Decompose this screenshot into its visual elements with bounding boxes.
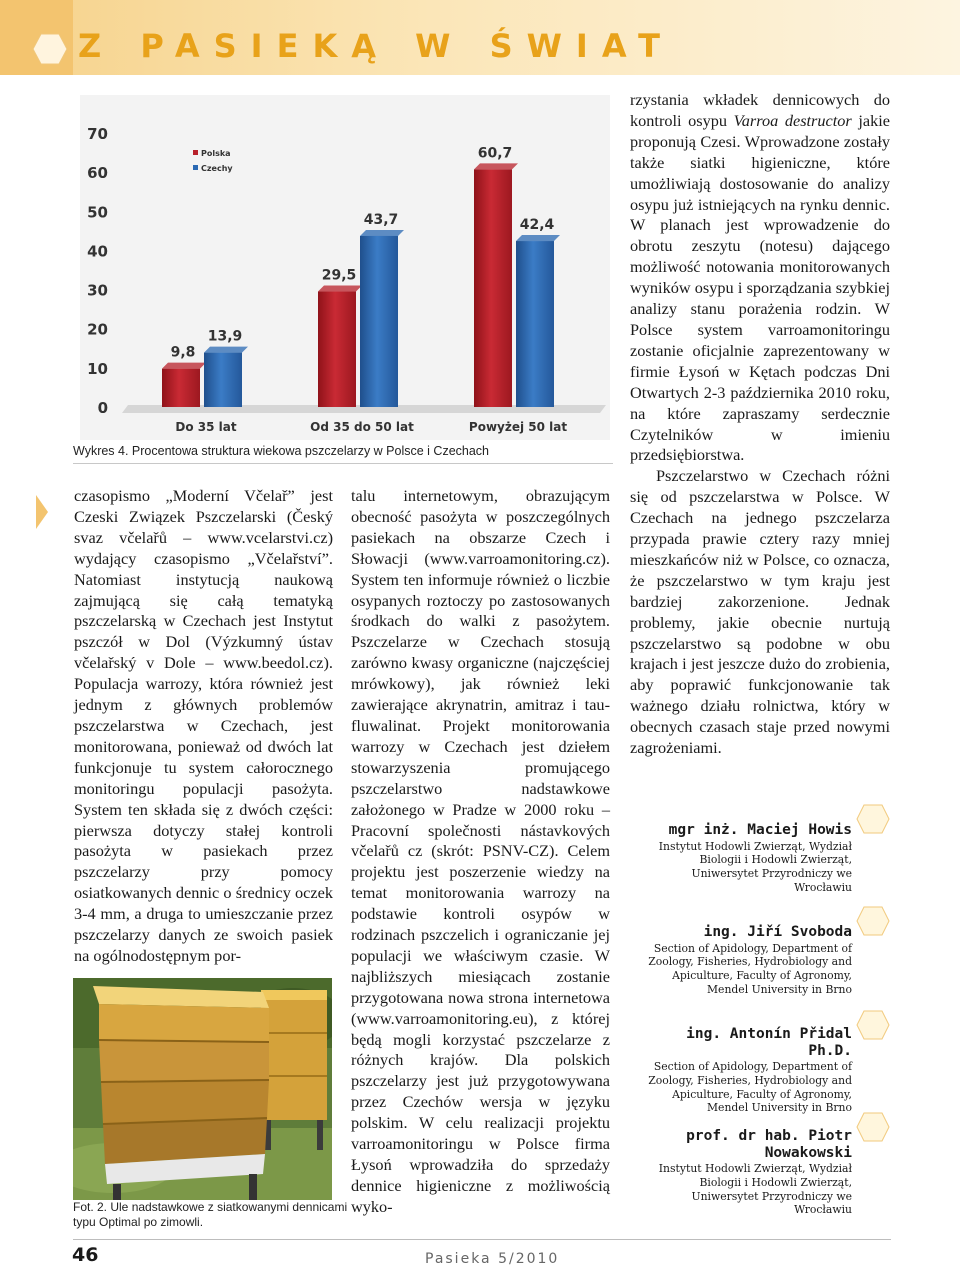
data-label: 42,4 (519, 217, 555, 234)
beehives-image (73, 978, 332, 1200)
bar-polska (162, 369, 200, 407)
article-column-2 (351, 486, 610, 1218)
data-label: 60,7 (477, 145, 513, 162)
author-name: prof. dr hab. Piotr Nowakowski (686, 1128, 852, 1161)
author-affiliation: Section of Apidology, Department of Zoology, Fisheries, Hydrobiology and Apiculture, Faculty of Agronomy, Mendel University in Brno (648, 1060, 852, 1115)
article-paragraph (630, 90, 890, 466)
hexagon-icon (856, 1112, 890, 1142)
page-number: 46 (72, 1244, 99, 1266)
bar-top-polska (162, 363, 206, 369)
bar-polska (474, 169, 512, 407)
x-tick-label: Od 35 do 50 lat (310, 420, 414, 434)
article-column-3 (630, 90, 890, 759)
bar-top-polska (318, 286, 362, 292)
bar-top-czechy (204, 347, 248, 353)
bar-czechy (516, 241, 554, 407)
arrow-marker-icon (35, 494, 49, 530)
bar-top-polska (474, 163, 518, 169)
bar-top-czechy (360, 230, 404, 236)
hexagon-icon (856, 1010, 890, 1040)
data-label: 9,8 (170, 344, 196, 361)
hexagon-icon (856, 804, 890, 834)
legend-swatch (193, 165, 198, 170)
author-affiliation: Instytut Hodowli Zwierząt, Wydział Biologii i Hodowli Zwierząt, Uniwersytet Przyrodniczy we Wrocławiu (658, 1162, 852, 1217)
author-block (637, 1128, 852, 1217)
divider (73, 463, 613, 464)
y-tick-label: 70 (87, 125, 108, 143)
y-tick-label: 30 (87, 281, 108, 300)
beehives-photo (73, 978, 332, 1200)
footer-rule (73, 1239, 891, 1240)
text-run: rzystania wkładek dennicowych do kontroli osypu (630, 90, 890, 130)
journal-issue: Pasieka 5/2010 (425, 1251, 560, 1267)
y-tick-label: 60 (87, 164, 108, 183)
author-affiliation: Instytut Hodowli Zwierząt, Wydział Biologii i Hodowli Zwierząt, Uniwersytet Przyrodniczy we Wrocławiu (658, 839, 852, 894)
article-column-1 (74, 486, 333, 967)
author-name: mgr inż. Maciej Howis (668, 822, 852, 838)
author-block (637, 822, 852, 895)
author-name: ing. Jiří Svoboda (703, 924, 852, 940)
species-name: Varroa destructor (733, 110, 852, 130)
section-title: Z PASIEKĄ W ŚWIAT (78, 27, 674, 65)
y-tick-label: 20 (87, 320, 108, 339)
bar-polska (318, 292, 356, 407)
y-tick-label: 0 (97, 399, 108, 417)
legend-swatch (193, 150, 198, 155)
y-tick-label: 10 (87, 359, 108, 378)
bar-top-czechy (516, 235, 560, 241)
author-name: ing. Antonín Přidal Ph.D. (686, 1026, 852, 1059)
data-label: 29,5 (321, 267, 357, 284)
author-affiliation: Section of Apidology, Department of Zoology, Fisheries, Hydrobiology and Apiculture, Faculty of Agronomy, Mendel University in Brno (648, 941, 852, 996)
hexagon-icon (856, 906, 890, 936)
x-tick-label: Do 35 lat (175, 420, 237, 434)
data-label: 43,7 (363, 211, 399, 228)
article-paragraph: czasopismo „Moderní Včelař” jest Czeski Związek Pszczelarski (Český svaz včelařů – www.vcelarstvi.cz) wydający czasopismo „Včelařství”. Natomiast instytucją naukową zajmującą się całą tematyką pszczelarską w Czechach jest Instytut pszczół w Dol (Výzkumný ústav včelařský v Dole – www.beedol.cz). Populacja warrozy, która również jest jednym z głównych problemów pszczelarstwa w Czechach, jest monitorowana, ponieważ od dwóch lat funkcjonuje tu system całorocznego monitoringu populacji pasożyta. System ten składa się z dwóch części: pierwsza dotyczy stałej kontroli pasożyta w pasiekach przez pszczelarzy przy pomocy osiatkowanych dennic o średnicy oczek 3-4 mm, a druga to umieszczanie przez pszczelarzy danych ze swoich pasiek na ogólnodostępnym por- (74, 486, 333, 965)
x-tick-label: Powyżej 50 lat (468, 420, 568, 434)
data-label: 13,9 (207, 328, 243, 345)
y-tick-label: 40 (87, 242, 108, 261)
article-paragraph: Pszczelarstwo w Czechach różni się od pszczelarstwa w Polsce. W Czechach na jednego pszczelarza przypada prawie cztery razy mniej mieszkańców niż w Polsce, co oznacza, że pszczelarstwo w tym kraju jest bardziej zakorzenione. Jednak problemy, jakie obecnie nurtują pszczelarstwo są podobne w obu krajach i jest jeszcze dużo do zrobienia, aby poprawić funkcjonowanie tak ważnego działu rolnictwa, który w obecnych czasach staje przed nowymi zagrożeniami. (630, 466, 890, 758)
bar-czechy (360, 236, 398, 407)
legend-label: Polska (201, 149, 231, 158)
y-tick-label: 50 (87, 203, 108, 222)
text-run: jakie proponują Czesi. Wprowadzone zostały także siatki higieniczne, które umożliwiają dostosowanie do analizy osypu już istniejących na rynku dennic. W planach jest wprowadzenie do obrotu zeszytu (notesu) dającego możliwość notowania monitorowanych wyników osypu i sporządzania szybkiej analizy stanu porażenia rodzin. W Polsce system varroamonitoringu zostanie oficjalnie zaprezentowany w firmie Łysoń w Kętach podczas Dni Otwartych 2-3 października 2010 roku, na które zapraszamy serdecznie Czytelników w imieniu przedsiębiorstwa. (630, 110, 890, 465)
author-block (637, 924, 852, 997)
chart-canvas (80, 95, 610, 440)
article-paragraph: talu internetowym, obrazującym obecność pasożyta w poszczególnych pasiekach na obszarze Czech i Słowacji (www.varroamonitoring.cz). System ten informuje również o liczbie osypanych roztoczy po zastosowanych środkach do walki z pasożytem. Pszczelarze w Czechach stosują zarówno kwasy organiczne (najczęściej mrówkowy), jak również leki zawierające akrynatrin, amitraz i tau-fluwalinat. Projekt monitorowania warrozy w Czechach jest dziełem stowarzyszenia promującego pszczelarstwo nadstawkowe założonego w Pradze w 2000 roku – Pracovní společnosti nástavkových včelařů cz (skrót: PSNV-CZ). Celem projektu jest poszerzenie wiedzy na temat monitorowania warrozy na podstawie kontroli osypów w rodzinach pszczelich i ograniczanie jej populacji we właściwym czasie. W najbliższych miesiącach zostanie przygotowana nowa strona internetowa (www.varroamonitoring.eu), z której będą mogli korzystać pszczelarze z różnych krajów. Dla polskich pszczelarzy jest już przygotowywana przez Czechów wersja w języku polskim. W celu realizacji projektu varroamonitoringu w Polsce firma Łysoń wprowadziła do sprzedaży dennice higieniczne z możliwością wyko- (351, 486, 610, 1216)
bar-chart (80, 95, 610, 440)
photo-caption: Fot. 2. Ule nadstawkowe z siatkowanymi dennicami typu Optimal po zimowli. (73, 1200, 348, 1229)
bar-czechy (204, 353, 242, 407)
chart-caption: Wykres 4. Procentowa struktura wiekowa pszczelarzy w Polsce i Czechach (73, 444, 490, 458)
hexagon-icon (32, 33, 68, 65)
author-block (637, 1026, 852, 1115)
legend-label: Czechy (201, 164, 233, 173)
